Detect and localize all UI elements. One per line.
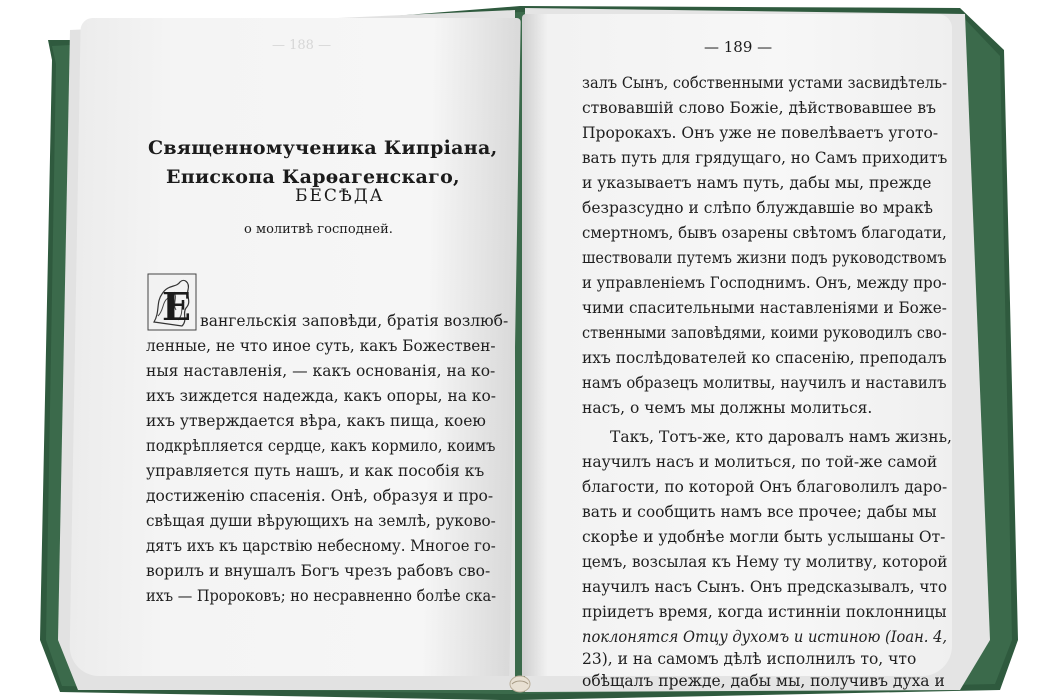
left-text-line: управляется путь нашъ, и как пособія къ [146,462,485,480]
right-text-line: безразсудно и слѣпо блуждавшіе во мракѣ [582,199,934,217]
left-text-line: дятъ ихъ къ царствію небесному. Многое го- [146,537,496,555]
dropcap-letter: Е [162,284,191,329]
left-text-line: свѣщая души вѣрующихъ на землѣ, руково- [146,512,496,530]
right-text-line: залъ Сынъ, собственными устами засвидѣтель- [582,74,948,92]
right-text-line: скорѣе и удобнѣе могли быть услышаны От- [582,528,946,546]
right-text-line: и указываетъ намъ путь, дабы мы, прежде [582,174,932,192]
right-text-line: поклонятся Отцу духомъ и истиною (Іоан. 4, [582,628,948,646]
ornamental-dropcap-icon [146,272,198,332]
title-line-2: Епископа Карѳагенскаго, [166,166,460,188]
right-text-line: ственными заповѣдями, коими руководилъ сво- [582,324,947,342]
right-text-line: обѣщалъ прежде, дабы мы, получивъ духа и [582,672,945,690]
right-text-line: Пророкахъ. Онъ уже не повелѣваетъ угото- [582,124,939,142]
right-text-line: благости, по которой Онъ благоволилъ даро- [582,478,948,496]
right-text-line: вать и сообщить намъ все прочее; дабы мы [582,503,937,521]
left-text-line: подкрѣпляется сердце, какъ кормило, коимъ [146,437,496,455]
left-text-line: ихъ зиждется надежда, какъ опоры, на ко- [146,387,496,405]
left-text-line: ленные, не что иное суть, какъ Божествен- [146,337,496,355]
left-text-line: ворилъ и внушалъ Богъ чрезъ рабовъ сво- [146,562,491,580]
left-text-line: вангельскія заповѣди, братія возлюб- [200,312,509,330]
right-text-line: смертномъ, бывъ озарены свѣтомъ благодати, [582,224,947,242]
right-text-line: и управленіемъ Господнимъ. Онъ, между про- [582,274,947,292]
right-text-line: насъ, о чемъ мы должны молиться. [582,399,873,417]
bookmark-ribbon-icon [506,670,536,700]
page-number: — 189 — [704,38,773,56]
right-text-line: 23), и на самомъ дѣлѣ исполнилъ то, что [582,650,917,668]
left-text-line: ихъ утверждается вѣра, какъ пища, коею [146,412,486,430]
section-heading: БЕСѢДА [295,186,385,206]
left-text-line: достиженію спасенія. Онѣ, образуя и про- [146,487,494,505]
right-text-line: намъ образецъ молитвы, научилъ и наставилъ [582,374,947,392]
right-text-line: Такъ, Тотъ-же, кто даровалъ намъ жизнь, [610,428,952,446]
right-text-line: чими спасительными наставленіями и Боже- [582,299,947,317]
left-text-line: ныя наставленія, — какъ основанія, на ко- [146,362,496,380]
right-text-line: ихъ послѣдователей ко спасенію, преподалъ [582,349,947,367]
left-text-line: ихъ — Пророковъ; но несравненно болѣе ска- [146,587,497,605]
section-subtitle: о молитвѣ господней. [244,222,393,237]
right-text-line: вать путь для грядущаго, но Самъ приходитъ [582,149,948,167]
bleed-through-page-number: — 188 — [272,38,332,53]
right-text-line: цемъ, возсылая къ Нему ту молитву, которой [582,553,948,571]
title-line-1: Священномученика Кипріана, [148,137,498,159]
right-text-line: научилъ насъ и молиться, по той-же самой [582,453,938,471]
right-text-line: шествовали путемъ жизни подъ руководствомъ [582,249,947,267]
right-text-line: ствовавшій слово Божіе, дѣйствовавшее въ [582,99,936,117]
right-text-line: пріидетъ время, когда истинніи поклонницы [582,603,947,621]
right-text-line: научилъ насъ Сынъ. Онъ предсказывалъ, что [582,578,948,596]
